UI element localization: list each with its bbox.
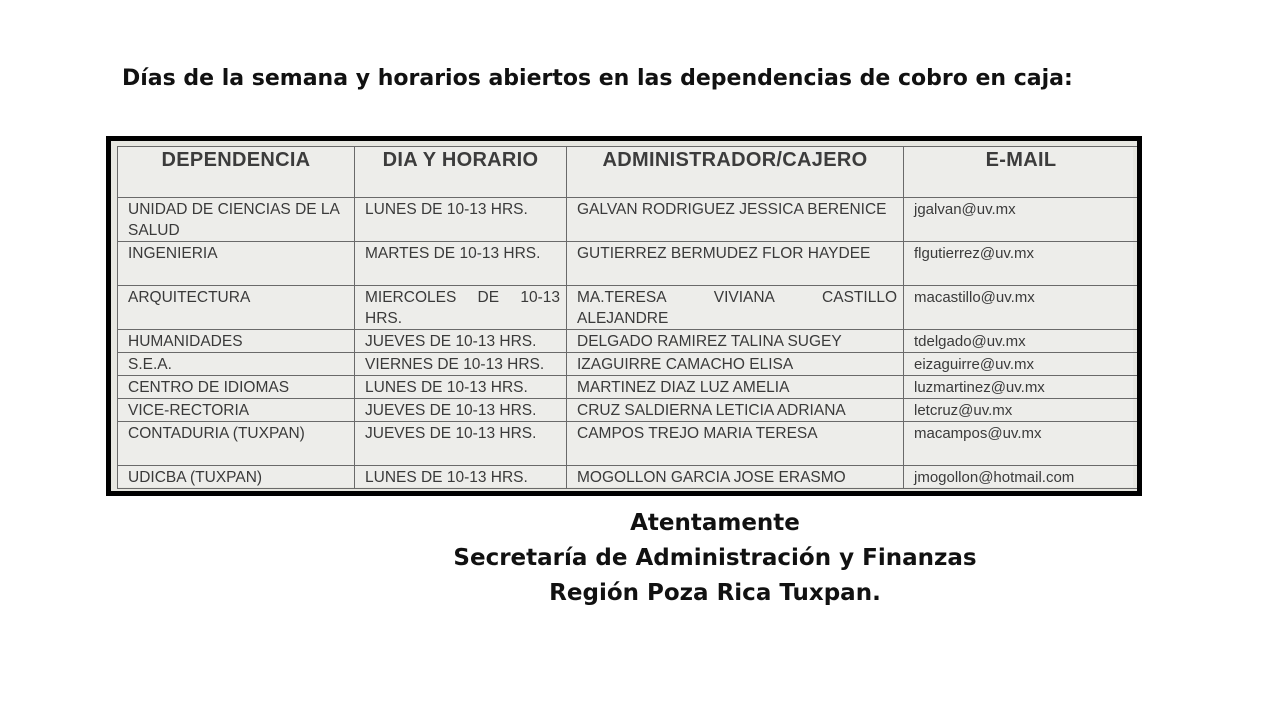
page-title: Días de la semana y horarios abiertos en las dependencias de cobro en caja: bbox=[122, 66, 1073, 91]
cell-administrador: MOGOLLON GARCIA JOSE ERASMO bbox=[567, 466, 904, 489]
table-row bbox=[118, 422, 1139, 466]
closing-text: Atentamente bbox=[630, 510, 800, 536]
cell-administrador: MARTINEZ DIAZ LUZ AMELIA bbox=[567, 376, 904, 399]
header-dependencia: DEPENDENCIA bbox=[118, 147, 355, 198]
cell-administrador: GUTIERREZ BERMUDEZ FLOR HAYDEE bbox=[567, 242, 904, 286]
schedule-table-frame bbox=[106, 136, 1142, 496]
table-row bbox=[118, 353, 1139, 376]
cell-horario: VIERNES DE 10-13 HRS. bbox=[355, 353, 567, 376]
header-email: E-MAIL bbox=[904, 147, 1139, 198]
table-row bbox=[118, 330, 1139, 353]
cell-dependencia: CONTADURIA (TUXPAN) bbox=[118, 422, 355, 466]
cell-horario: LUNES DE 10-13 HRS. bbox=[355, 466, 567, 489]
cell-horario: LUNES DE 10-13 HRS. bbox=[355, 376, 567, 399]
cell-dependencia: VICE-RECTORIA bbox=[118, 399, 355, 422]
table-row bbox=[118, 399, 1139, 422]
schedule-table bbox=[117, 146, 1139, 489]
cell-horario: JUEVES DE 10-13 HRS. bbox=[355, 330, 567, 353]
cell-dependencia: CENTRO DE IDIOMAS bbox=[118, 376, 355, 399]
cell-email: jgalvan@uv.mx bbox=[904, 198, 1139, 242]
cell-dependencia: HUMANIDADES bbox=[118, 330, 355, 353]
cell-email: tdelgado@uv.mx bbox=[904, 330, 1139, 353]
cell-dependencia: S.E.A. bbox=[118, 353, 355, 376]
cell-email: flgutierrez@uv.mx bbox=[904, 242, 1139, 286]
table-row bbox=[118, 376, 1139, 399]
table-row bbox=[118, 466, 1139, 489]
cell-email: letcruz@uv.mx bbox=[904, 399, 1139, 422]
cell-horario: MIERCOLES DE 10-13 HRS. bbox=[355, 286, 567, 330]
cell-administrador: GALVAN RODRIGUEZ JESSICA BERENICE bbox=[567, 198, 904, 242]
table-row bbox=[118, 198, 1139, 242]
signature-block bbox=[0, 506, 1280, 611]
cell-dependencia: ARQUITECTURA bbox=[118, 286, 355, 330]
cell-dependencia: UNIDAD DE CIENCIAS DE LA SALUD bbox=[118, 198, 355, 242]
cell-administrador: CAMPOS TREJO MARIA TERESA bbox=[567, 422, 904, 466]
cell-dependencia: INGENIERIA bbox=[118, 242, 355, 286]
header-dia-horario: DIA Y HORARIO bbox=[355, 147, 567, 198]
cell-horario: LUNES DE 10-13 HRS. bbox=[355, 198, 567, 242]
cell-email: luzmartinez@uv.mx bbox=[904, 376, 1139, 399]
table-row bbox=[118, 242, 1139, 286]
cell-administrador: IZAGUIRRE CAMACHO ELISA bbox=[567, 353, 904, 376]
header-administrador: ADMINISTRADOR/CAJERO bbox=[567, 147, 904, 198]
cell-dependencia: UDICBA (TUXPAN) bbox=[118, 466, 355, 489]
table-header-row bbox=[118, 147, 1139, 198]
scanned-table-image bbox=[117, 146, 1133, 487]
cell-email: macastillo@uv.mx bbox=[904, 286, 1139, 330]
cell-administrador: DELGADO RAMIREZ TALINA SUGEY bbox=[567, 330, 904, 353]
cell-administrador: MA.TERESA VIVIANA CASTILLO ALEJANDRE bbox=[567, 286, 904, 330]
cell-email: jmogollon@hotmail.com bbox=[904, 466, 1139, 489]
region-name: Región Poza Rica Tuxpan. bbox=[549, 580, 881, 606]
table-row bbox=[118, 286, 1139, 330]
cell-horario: JUEVES DE 10-13 HRS. bbox=[355, 422, 567, 466]
cell-horario: JUEVES DE 10-13 HRS. bbox=[355, 399, 567, 422]
department-name: Secretaría de Administración y Finanzas bbox=[453, 545, 977, 571]
cell-email: eizaguirre@uv.mx bbox=[904, 353, 1139, 376]
cell-administrador: CRUZ SALDIERNA LETICIA ADRIANA bbox=[567, 399, 904, 422]
cell-horario: MARTES DE 10-13 HRS. bbox=[355, 242, 567, 286]
cell-email: macampos@uv.mx bbox=[904, 422, 1139, 466]
